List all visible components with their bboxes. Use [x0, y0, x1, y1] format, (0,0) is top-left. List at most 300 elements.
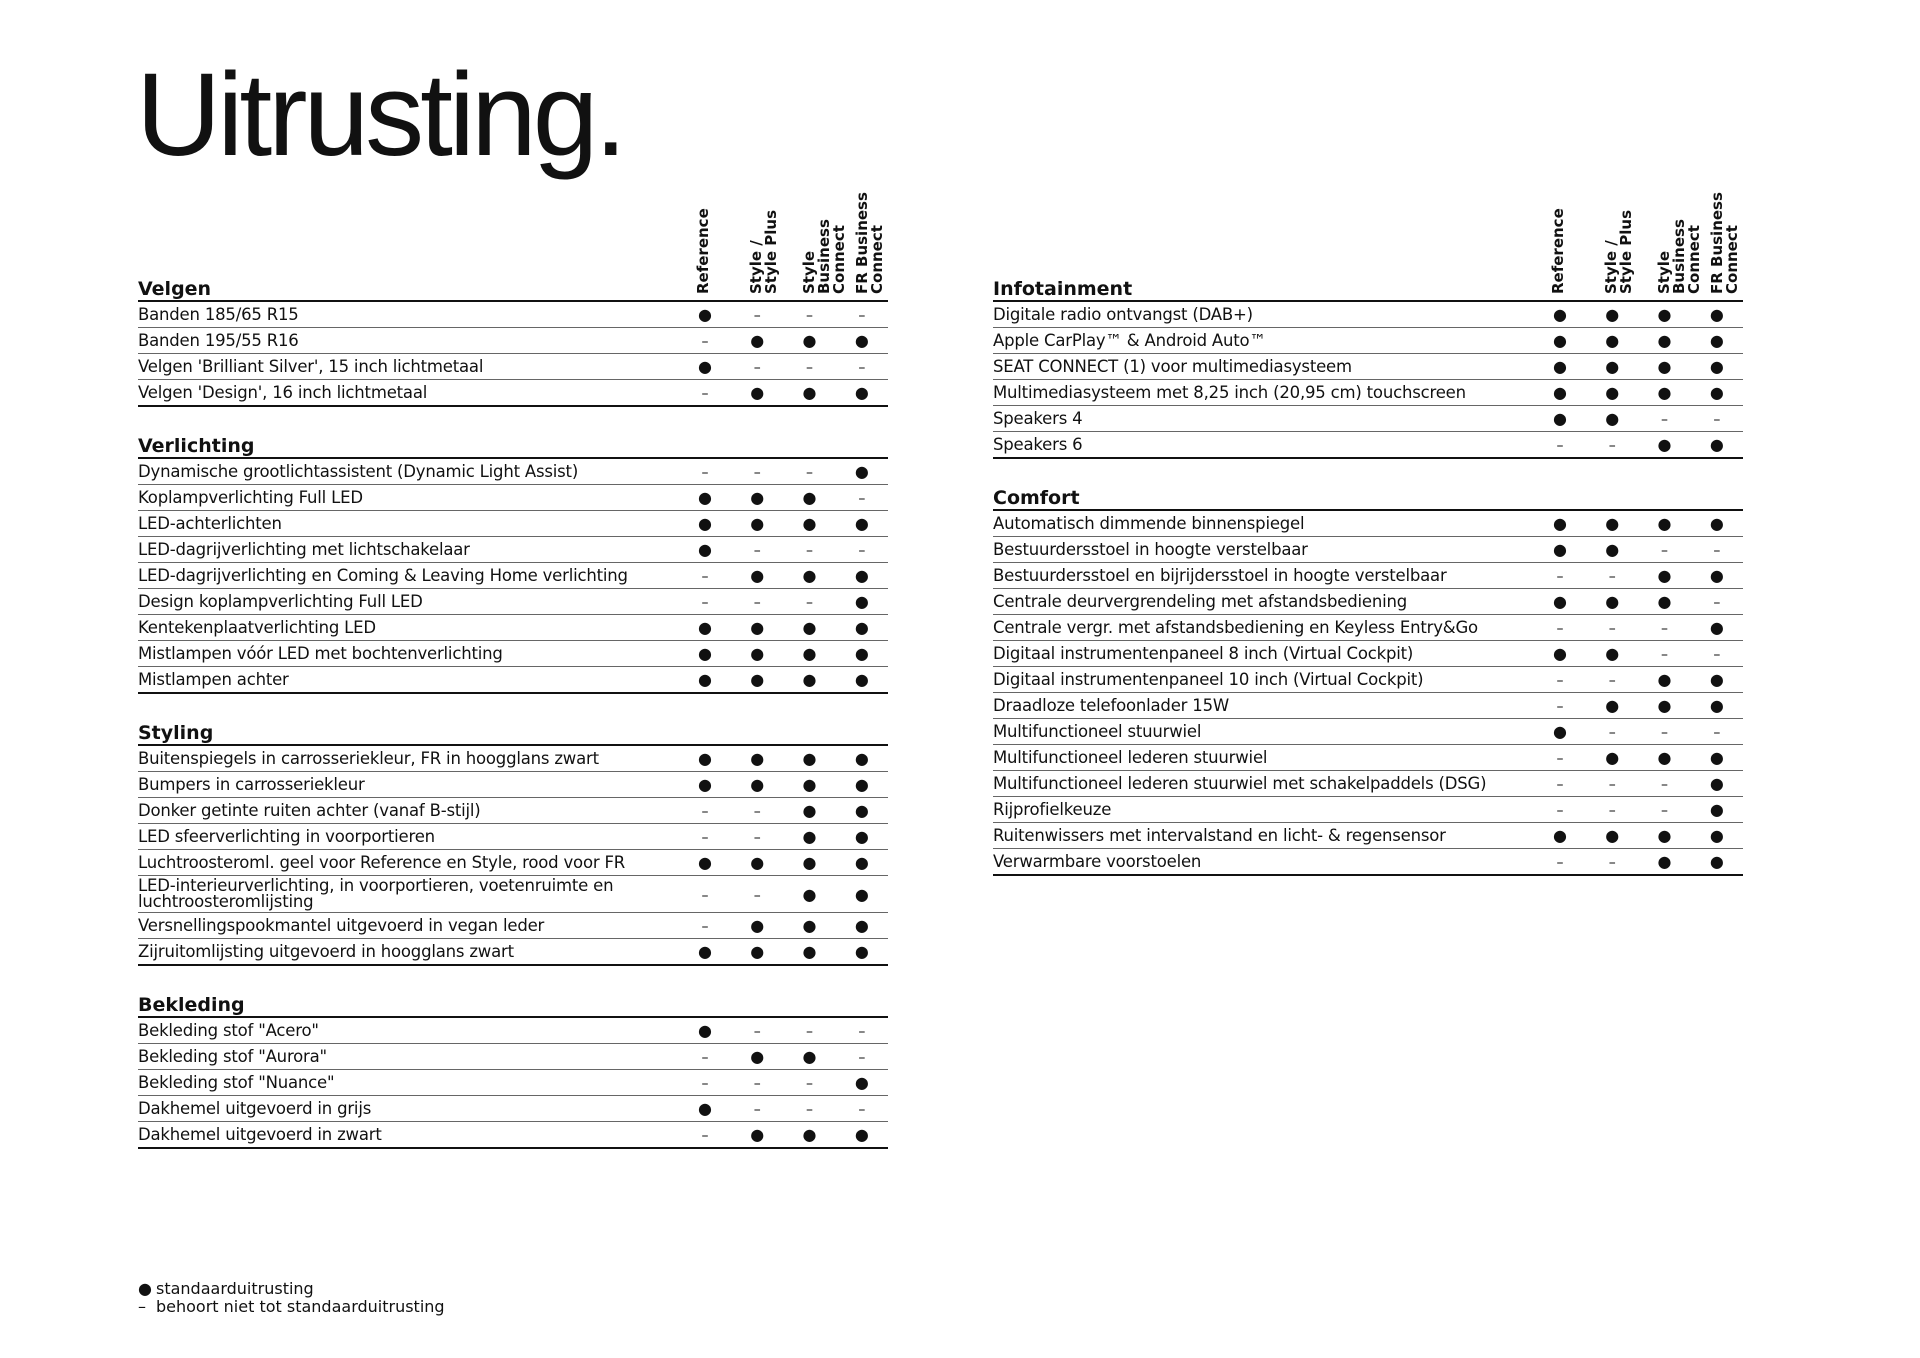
table-row [138, 824, 888, 850]
standard-dot-icon [836, 885, 888, 904]
standard-dot-icon [783, 566, 835, 585]
not-standard-dash-icon [731, 305, 783, 324]
standard-dot-icon [783, 827, 835, 846]
table-row [993, 432, 1743, 459]
not-standard-dash-icon [783, 1021, 835, 1040]
not-standard-dash-icon [1638, 800, 1690, 819]
feature-label: Kentekenplaatverlichting LED [138, 617, 376, 637]
feature-label: Bestuurdersstoel en bijrijdersstoel in hoogte verstelbaar [993, 565, 1447, 585]
section-rows [138, 746, 888, 966]
standard-dot-icon [1691, 357, 1743, 376]
section-rows [138, 459, 888, 694]
table-row [993, 797, 1743, 823]
feature-label: Multifunctioneel lederen stuurwiel met schakelpaddels (DSG) [993, 773, 1487, 793]
not-standard-dash-icon [1638, 618, 1690, 637]
standard-dot-icon [1638, 435, 1690, 454]
not-standard-dash-icon [1691, 592, 1743, 611]
feature-label: Bekleding stof "Aurora" [138, 1046, 327, 1066]
standard-dot-icon [1691, 331, 1743, 350]
table-row [138, 939, 888, 966]
standard-dot-icon [783, 749, 835, 768]
table-row [138, 1018, 888, 1044]
standard-dot-icon [783, 383, 835, 402]
standard-dot-icon [1638, 514, 1690, 533]
standard-dot-icon [731, 670, 783, 689]
standard-dot-icon [1534, 540, 1586, 559]
standard-dot-icon [731, 1047, 783, 1066]
standard-dot-icon [1534, 409, 1586, 428]
standard-dot-icon [783, 942, 835, 961]
table-row [138, 537, 888, 563]
feature-label: Apple CarPlay™ & Android Auto™ [993, 330, 1266, 350]
section-title: Velgen [138, 274, 888, 302]
table-row [993, 823, 1743, 849]
standard-dot-icon [1586, 644, 1638, 663]
standard-dot-icon [679, 749, 731, 768]
not-standard-dash-icon [1534, 748, 1586, 767]
feature-label: Ruitenwissers met intervalstand en licht- & regensensor [993, 825, 1446, 845]
standard-dot-icon [1586, 592, 1638, 611]
standard-dot-icon [1638, 670, 1690, 689]
table-row [138, 589, 888, 615]
not-standard-dash-icon [679, 916, 731, 935]
not-standard-dash-icon [783, 1099, 835, 1118]
not-standard-dash-icon [1638, 644, 1690, 663]
standard-dot-icon [731, 853, 783, 872]
table-row [993, 328, 1743, 354]
standard-dot-icon [731, 942, 783, 961]
not-standard-dash-icon [731, 357, 783, 376]
standard-dot-icon [1638, 592, 1690, 611]
table-row [993, 354, 1743, 380]
not-standard-dash-icon [1691, 409, 1743, 428]
standard-dot-icon [731, 749, 783, 768]
not-standard-dash-icon [783, 357, 835, 376]
not-standard-dash-icon [731, 1021, 783, 1040]
standard-dot-icon [1638, 852, 1690, 871]
not-standard-dash-icon [1586, 435, 1638, 454]
section-velgen [138, 274, 888, 407]
standard-dot-icon [783, 853, 835, 872]
standard-dot-icon [731, 1125, 783, 1144]
not-standard-dash-icon [836, 540, 888, 559]
table-row [993, 641, 1743, 667]
standard-dot-icon [783, 801, 835, 820]
not-standard-dash-icon [783, 305, 835, 324]
column-header-label: Style Business Connect [1655, 219, 1703, 294]
not-standard-dash-icon [1586, 722, 1638, 741]
right-sections [993, 274, 1743, 900]
standard-dot-icon [731, 514, 783, 533]
table-row [993, 302, 1743, 328]
not-standard-dash-icon [679, 1073, 731, 1092]
table-row [138, 913, 888, 939]
section-styling [138, 718, 888, 966]
not-standard-dash-icon [1534, 696, 1586, 715]
not-standard-dash-icon [679, 566, 731, 585]
not-standard-dash-icon [783, 540, 835, 559]
standard-dot-icon [836, 801, 888, 820]
feature-label: Velgen 'Design', 16 inch lichtmetaal [138, 382, 428, 402]
standard-dot-icon [1691, 435, 1743, 454]
not-standard-dash-icon [1534, 566, 1586, 585]
page-title: Uitrusting. [136, 49, 624, 181]
standard-dot-icon [836, 462, 888, 481]
not-standard-dash-icon [1534, 800, 1586, 819]
feature-label: Centrale vergr. met afstandsbediening en Keyless Entry&Go [993, 617, 1478, 637]
not-standard-dash-icon [1586, 618, 1638, 637]
feature-label: Digitale radio ontvangst (DAB+) [993, 304, 1253, 324]
feature-label: Velgen 'Brilliant Silver', 15 inch lichtmetaal [138, 356, 484, 376]
standard-dot-icon [679, 618, 731, 637]
feature-label: Speakers 4 [993, 408, 1083, 428]
standard-dot-icon [1638, 696, 1690, 715]
table-row [138, 641, 888, 667]
column-header-label: FR Business Connect [1708, 192, 1741, 294]
standard-dot-icon [1638, 305, 1690, 324]
feature-label: Design koplampverlichting Full LED [138, 591, 423, 611]
feature-label: Koplampverlichting Full LED [138, 487, 363, 507]
not-standard-dash-icon [1691, 644, 1743, 663]
feature-label: Verwarmbare voorstoelen [993, 851, 1202, 871]
table-row [138, 1122, 888, 1149]
feature-label: Digitaal instrumentenpaneel 8 inch (Virtual Cockpit) [993, 643, 1414, 663]
not-standard-dash-icon [836, 488, 888, 507]
not-standard-dash-icon [731, 540, 783, 559]
not-standard-dash-icon [1586, 566, 1638, 585]
standard-dot-icon [1586, 409, 1638, 428]
standard-dot-icon [1586, 696, 1638, 715]
feature-label: LED-interieurverlichting, in voorportieren, voetenruimte en luchtroosteromlijsting [138, 876, 614, 911]
standard-dot-icon [731, 488, 783, 507]
standard-dot-icon [836, 618, 888, 637]
standard-dot-icon [1691, 670, 1743, 689]
standard-dot-icon [1691, 748, 1743, 767]
table-row [993, 589, 1743, 615]
standard-dot-icon [679, 670, 731, 689]
standard-dot-icon [1534, 514, 1586, 533]
feature-label: Draadloze telefoonlader 15W [993, 695, 1229, 715]
standard-dot-icon [1534, 331, 1586, 350]
legend-text: standaarduitrusting [156, 1279, 314, 1298]
standard-dot-icon [1691, 800, 1743, 819]
standard-dot-icon [1586, 514, 1638, 533]
standard-dot-icon [783, 775, 835, 794]
standard-dot-icon [1691, 566, 1743, 585]
standard-dot-icon [1586, 305, 1638, 324]
table-row [138, 563, 888, 589]
section-bekleding [138, 990, 888, 1149]
column-header-label: Reference [1549, 208, 1567, 294]
not-standard-dash-icon [1638, 722, 1690, 741]
table-row [993, 380, 1743, 406]
table-row [138, 1070, 888, 1096]
standard-dot-icon [1586, 357, 1638, 376]
standard-dot-icon [1691, 514, 1743, 533]
not-standard-dash-icon [679, 1125, 731, 1144]
standard-dot-icon [783, 331, 835, 350]
standard-dot-icon [836, 566, 888, 585]
standard-dot-icon [1586, 383, 1638, 402]
column-header-label: Style Business Connect [800, 219, 848, 294]
standard-dot-icon [731, 331, 783, 350]
standard-dot-icon [1534, 357, 1586, 376]
not-standard-dash-icon [1691, 540, 1743, 559]
standard-dot-icon [783, 618, 835, 637]
section-title: Comfort [993, 483, 1743, 511]
feature-label: Mistlampen achter [138, 669, 289, 689]
not-standard-dash-icon [679, 331, 731, 350]
not-standard-dash-icon [1638, 409, 1690, 428]
feature-label: Dakhemel uitgevoerd in zwart [138, 1124, 382, 1144]
feature-label: Rijprofielkeuze [993, 799, 1112, 819]
not-standard-dash-icon [1586, 774, 1638, 793]
standard-dot-icon [1534, 383, 1586, 402]
table-row [138, 615, 888, 641]
standard-dot-icon [1534, 722, 1586, 741]
not-standard-dash-icon [1638, 540, 1690, 559]
not-standard-dash-icon [1534, 852, 1586, 871]
table-row [993, 745, 1743, 771]
not-standard-dash-icon [679, 462, 731, 481]
standard-dot-icon [1638, 331, 1690, 350]
standard-dot-icon [836, 592, 888, 611]
table-row [993, 667, 1743, 693]
not-standard-dash-icon [1534, 618, 1586, 637]
not-standard-dash-icon [836, 1099, 888, 1118]
standard-dot-icon [679, 1021, 731, 1040]
not-standard-dash-icon [731, 592, 783, 611]
not-standard-dash-icon [836, 1021, 888, 1040]
standard-dot-icon [836, 942, 888, 961]
feature-label: LED sfeerverlichting in voorportieren [138, 826, 435, 846]
not-standard-dash-icon [836, 357, 888, 376]
section-rows [138, 1018, 888, 1149]
standard-dot-icon [1638, 826, 1690, 845]
not-standard-dash-icon [679, 1047, 731, 1066]
standard-dot-icon [1586, 540, 1638, 559]
not-standard-dash-icon [783, 462, 835, 481]
table-row [138, 1096, 888, 1122]
standard-dot-icon [1691, 618, 1743, 637]
feature-label: Multifunctioneel lederen stuurwiel [993, 747, 1268, 767]
feature-label: Bekleding stof "Nuance" [138, 1072, 335, 1092]
standard-dot-icon [836, 916, 888, 935]
section-infotainment [993, 274, 1743, 459]
legend-text: behoort niet tot standaarduitrusting [156, 1297, 445, 1316]
table-row [138, 380, 888, 407]
table-row [138, 876, 888, 913]
standard-dot-icon [679, 305, 731, 324]
standard-dot-icon [1638, 383, 1690, 402]
standard-dot-icon [836, 644, 888, 663]
standard-dot-icon [836, 670, 888, 689]
standard-dot-icon [679, 775, 731, 794]
table-row [993, 849, 1743, 876]
section-rows [993, 511, 1743, 876]
feature-label: Multimediasysteem met 8,25 inch (20,95 cm) touchscreen [993, 382, 1466, 402]
table-row [993, 719, 1743, 745]
table-row [138, 1044, 888, 1070]
feature-label: SEAT CONNECT (1) voor multimediasysteem [993, 356, 1352, 376]
feature-label: Buitenspiegels in carrosseriekleur, FR in hoogglans zwart [138, 748, 599, 768]
standard-dot-icon [679, 540, 731, 559]
standard-dot-icon [731, 644, 783, 663]
standard-dot-icon [783, 488, 835, 507]
table-row [138, 485, 888, 511]
feature-label: Multifunctioneel stuurwiel [993, 721, 1202, 741]
section-title: Bekleding [138, 990, 888, 1018]
not-standard-dash-icon [679, 801, 731, 820]
standard-dot-icon [1586, 826, 1638, 845]
standard-dot-icon [836, 514, 888, 533]
feature-label: Automatisch dimmende binnenspiegel [993, 513, 1305, 533]
standard-dot-icon [836, 827, 888, 846]
feature-label: Banden 185/65 R15 [138, 304, 299, 324]
section-title: Verlichting [138, 431, 888, 459]
table-row [138, 511, 888, 537]
table-row [993, 406, 1743, 432]
feature-label: Zijruitomlijsting uitgevoerd in hoogglans zwart [138, 941, 514, 961]
not-standard-dash-icon [1534, 774, 1586, 793]
not-standard-dash-icon [679, 383, 731, 402]
table-row [993, 693, 1743, 719]
not-standard-dash-icon [1586, 852, 1638, 871]
standard-dot-icon [783, 885, 835, 904]
standard-dot-icon [1534, 826, 1586, 845]
standard-dot-icon [836, 331, 888, 350]
table-row [138, 798, 888, 824]
standard-dot-icon [679, 853, 731, 872]
standard-dot-icon [1534, 305, 1586, 324]
feature-label: Bestuurdersstoel in hoogte verstelbaar [993, 539, 1308, 559]
section-verlichting [138, 431, 888, 694]
feature-label: Speakers 6 [993, 434, 1083, 454]
standard-dot-icon [1534, 644, 1586, 663]
column-header-label: Style / Style Plus [747, 209, 780, 294]
dot-icon: ● [138, 1279, 152, 1298]
feature-label: LED-achterlichten [138, 513, 282, 533]
table-row [138, 850, 888, 876]
standard-dot-icon [836, 1073, 888, 1092]
standard-dot-icon [679, 644, 731, 663]
dash-icon: – [138, 1297, 146, 1316]
column-header-label: Style / Style Plus [1602, 209, 1635, 294]
feature-label: Digitaal instrumentenpaneel 10 inch (Virtual Cockpit) [993, 669, 1424, 689]
not-standard-dash-icon [1586, 670, 1638, 689]
feature-label: Dakhemel uitgevoerd in grijs [138, 1098, 372, 1118]
standard-dot-icon [1586, 331, 1638, 350]
standard-dot-icon [783, 670, 835, 689]
not-standard-dash-icon [1586, 800, 1638, 819]
standard-dot-icon [679, 488, 731, 507]
feature-label: Centrale deurvergrendeling met afstandsbediening [993, 591, 1407, 611]
not-standard-dash-icon [731, 462, 783, 481]
section-title: Infotainment [993, 274, 1743, 302]
standard-dot-icon [679, 1099, 731, 1118]
table-row [993, 615, 1743, 641]
not-standard-dash-icon [783, 592, 835, 611]
standard-dot-icon [1691, 383, 1743, 402]
not-standard-dash-icon [731, 885, 783, 904]
standard-dot-icon [783, 916, 835, 935]
standard-dot-icon [1691, 826, 1743, 845]
standard-dot-icon [731, 618, 783, 637]
not-standard-dash-icon [836, 305, 888, 324]
feature-label: LED-dagrijverlichting en Coming & Leaving Home verlichting [138, 565, 628, 585]
standard-dot-icon [1691, 696, 1743, 715]
feature-label: Luchtroosteroml. geel voor Reference en Style, rood voor FR [138, 852, 626, 872]
table-row [993, 771, 1743, 797]
standard-dot-icon [1586, 748, 1638, 767]
column-header-label: Reference [694, 208, 712, 294]
not-standard-dash-icon [679, 592, 731, 611]
standard-dot-icon [1691, 305, 1743, 324]
not-standard-dash-icon [1534, 670, 1586, 689]
standard-dot-icon [1638, 748, 1690, 767]
not-standard-dash-icon [836, 1047, 888, 1066]
feature-label: Donker getinte ruiten achter (vanaf B-stijl) [138, 800, 481, 820]
standard-dot-icon [1691, 774, 1743, 793]
not-standard-dash-icon [783, 1073, 835, 1092]
table-row [138, 667, 888, 694]
standard-dot-icon [731, 566, 783, 585]
standard-dot-icon [836, 853, 888, 872]
not-standard-dash-icon [1638, 774, 1690, 793]
legend-item-not-standard [138, 1298, 445, 1316]
standard-dot-icon [836, 1125, 888, 1144]
feature-label: Bumpers in carrosseriekleur [138, 774, 365, 794]
standard-dot-icon [783, 1047, 835, 1066]
standard-dot-icon [836, 383, 888, 402]
section-comfort [993, 483, 1743, 876]
table-row [138, 302, 888, 328]
not-standard-dash-icon [731, 801, 783, 820]
not-standard-dash-icon [679, 885, 731, 904]
table-row [993, 511, 1743, 537]
standard-dot-icon [1534, 592, 1586, 611]
standard-dot-icon [731, 383, 783, 402]
table-row [993, 537, 1743, 563]
standard-dot-icon [836, 775, 888, 794]
standard-dot-icon [731, 775, 783, 794]
standard-dot-icon [1638, 566, 1690, 585]
feature-label: Banden 195/55 R16 [138, 330, 299, 350]
table-row [138, 746, 888, 772]
not-standard-dash-icon [731, 1073, 783, 1092]
feature-label: LED-dagrijverlichting met lichtschakelaar [138, 539, 470, 559]
standard-dot-icon [783, 1125, 835, 1144]
section-rows [138, 302, 888, 407]
not-standard-dash-icon [731, 1099, 783, 1118]
table-row [138, 328, 888, 354]
column-header-label: FR Business Connect [853, 192, 886, 294]
standard-dot-icon [783, 644, 835, 663]
feature-label: Versnellingspookmantel uitgevoerd in vegan leder [138, 915, 545, 935]
legend [138, 1280, 445, 1316]
table-row [993, 563, 1743, 589]
not-standard-dash-icon [731, 827, 783, 846]
feature-label: Dynamische grootlichtassistent (Dynamic Light Assist) [138, 461, 579, 481]
standard-dot-icon [731, 916, 783, 935]
standard-dot-icon [679, 357, 731, 376]
left-sections [138, 274, 888, 1173]
standard-dot-icon [679, 514, 731, 533]
standard-dot-icon [1638, 357, 1690, 376]
table-row [138, 354, 888, 380]
standard-dot-icon [1691, 852, 1743, 871]
not-standard-dash-icon [679, 827, 731, 846]
